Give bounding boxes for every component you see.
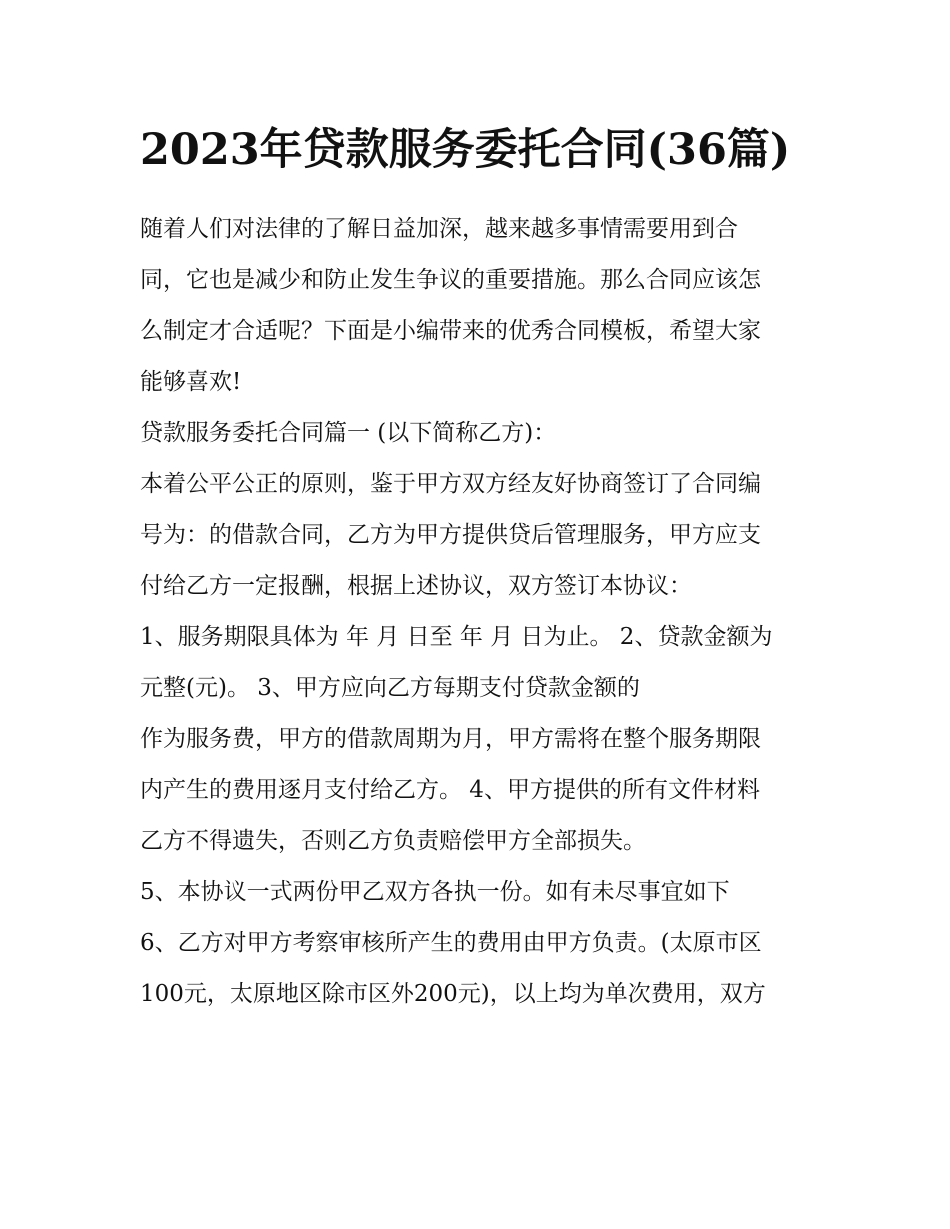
body-line: 本着公平公正的原则，鉴于甲方双方经友好协商签订了合同编 (140, 471, 761, 497)
clause-line: 6、乙方对甲方考察审核所产生的费用由甲方负责。(太原市区 (140, 930, 762, 956)
document-body (140, 204, 820, 1020)
clause-line: 内产生的费用逐月支付给乙方。 4、甲方提供的所有文件材料 (140, 777, 760, 803)
body-line: 么制定才合适呢？下面是小编带来的优秀合同模板，希望大家 (140, 318, 761, 344)
clause-line: 元整(元)。 3、甲方应向乙方每期支付贷款金额的 (140, 675, 640, 701)
clause-line: 作为服务费，甲方的借款周期为月，甲方需将在整个服务期限 (140, 726, 761, 752)
body-line: 号为：的借款合同，乙方为甲方提供贷后管理服务，甲方应支 (140, 522, 761, 548)
section-heading: 贷款服务委托合同篇一 (以下简称乙方)： (140, 420, 557, 446)
document-title: 2023年贷款服务委托合同(36篇) (140, 125, 791, 175)
body-line: 付给乙方一定报酬，根据上述协议，双方签订本协议： (140, 573, 692, 599)
body-line: 能够喜欢! (140, 369, 242, 395)
document-content (140, 118, 820, 1020)
clause-line: 1、服务期限具体为 年 月 日至 年 月 日为止。 2、贷款金额为 (140, 624, 773, 650)
clause-line: 100元，太原地区除市区外200元)，以上均为单次费用，双方 (140, 981, 766, 1007)
body-line: 同，它也是减少和防止发生争议的重要措施。那么合同应该怎 (140, 267, 761, 293)
clause-line: 乙方不得遗失，否则乙方负责赔偿甲方全部损失。 (140, 828, 646, 854)
clause-line: 5、本协议一式两份甲乙双方各执一份。如有未尽事宜如下 (140, 879, 730, 905)
body-line: 随着人们对法律的了解日益加深，越来越多事情需要用到合 (140, 216, 738, 242)
